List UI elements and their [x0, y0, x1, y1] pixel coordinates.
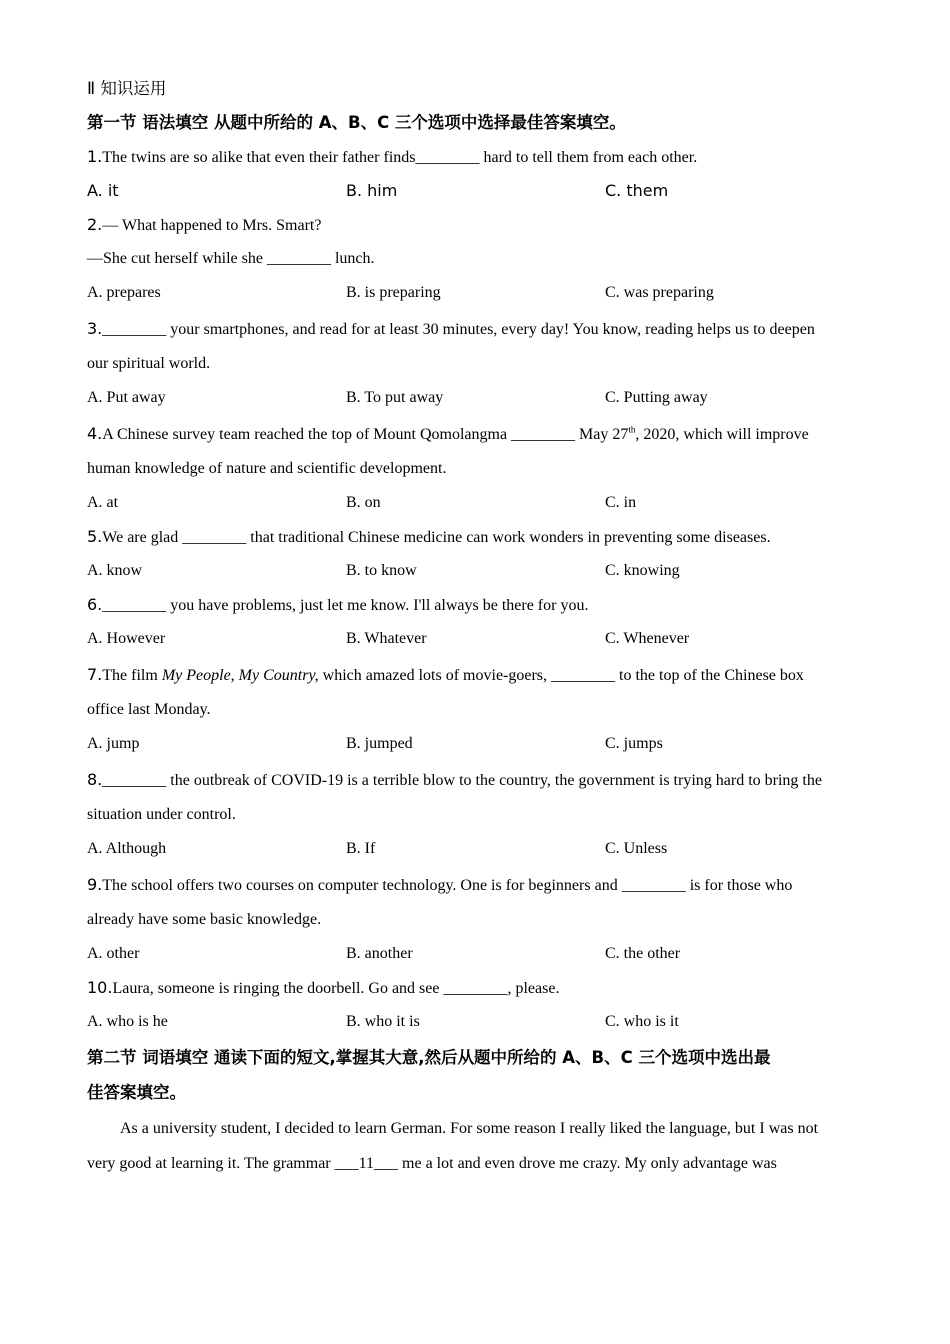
part1-title: 第一节 语法填空 从题中所给的 A、B、C 三个选项中选择最佳答案填空。	[87, 113, 626, 132]
question-2	[87, 208, 867, 242]
option-b[interactable]: B. him	[346, 181, 398, 200]
option-c[interactable]: C. in	[605, 494, 637, 511]
option-a[interactable]: A. who is he	[87, 1013, 168, 1030]
options-6	[87, 622, 867, 656]
option-a[interactable]: A. know	[87, 562, 143, 579]
question-text: ________ your smartphones, and read for at least 30 minutes, every day! You know, reading helps us to deepen	[102, 321, 815, 338]
question-4-line-2: human knowledge of nature and scientific development.	[87, 460, 447, 477]
question-2-line-2: —She cut herself while she ________ lunch.	[87, 250, 375, 267]
option-b[interactable]: B. jumped	[346, 735, 413, 752]
question-3-line-2: our spiritual world.	[87, 355, 211, 372]
options-5	[87, 554, 867, 588]
option-c[interactable]: C. who is it	[605, 1013, 679, 1030]
question-8-line-2: situation under control.	[87, 806, 236, 823]
part2-title-line-2: 佳答案填空。	[87, 1083, 186, 1102]
question-text: The film	[102, 667, 162, 684]
option-a[interactable]: A. at	[87, 494, 119, 511]
option-a[interactable]: A. However	[87, 630, 166, 647]
option-b[interactable]: B. If	[346, 840, 376, 857]
question-9-line-2: already have some basic knowledge.	[87, 911, 322, 928]
question-number: 9.	[87, 875, 103, 894]
question-number: 7.	[87, 665, 103, 684]
question-text-cont: which amazed lots of movie-goers, ________ to the top of the Chinese box	[318, 667, 804, 684]
option-b[interactable]: B. another	[346, 945, 413, 962]
passage-line-2	[87, 1147, 867, 1181]
question-number: 10.	[87, 978, 113, 997]
question-number: 2.	[87, 215, 103, 234]
blank-11[interactable]: ___11___	[334, 1155, 399, 1172]
options-1	[87, 174, 867, 208]
option-a[interactable]: A. Put away	[87, 389, 166, 406]
question-8	[87, 761, 867, 798]
question-5	[87, 520, 867, 554]
option-c[interactable]: C. Whenever	[605, 630, 690, 647]
question-6	[87, 588, 867, 622]
options-3	[87, 381, 867, 415]
question-number: 3.	[87, 319, 103, 338]
question-number: 6.	[87, 595, 103, 614]
question-text: ________ the outbreak of COVID-19 is a terrible blow to the country, the government is trying hard to bring the	[102, 772, 822, 789]
options-4	[87, 486, 867, 520]
question-7	[87, 656, 867, 693]
options-10	[87, 1005, 867, 1039]
option-c[interactable]: C. the other	[605, 945, 681, 962]
option-b[interactable]: B. who it is	[346, 1013, 420, 1030]
passage-text: very good at learning it. The grammar	[87, 1155, 335, 1172]
question-text: The twins are so alike that even their father finds________ hard to tell them from each other.	[102, 149, 698, 166]
question-3	[87, 310, 867, 347]
option-c[interactable]: C. them	[605, 181, 669, 200]
question-1	[87, 140, 867, 174]
option-c[interactable]: C. Unless	[605, 840, 668, 857]
option-b[interactable]: B. on	[346, 494, 381, 511]
option-a[interactable]: A. Although	[87, 840, 167, 857]
question-7-line-2: office last Monday.	[87, 701, 211, 718]
section-title: Ⅱ 知识运用	[87, 79, 167, 98]
option-b[interactable]: B. is preparing	[346, 284, 441, 301]
passage-line-1: As a university student, I decided to learn German. For some reason I really liked the language, but I was not	[120, 1120, 819, 1137]
question-text-cont: , 2020, which will improve	[635, 426, 809, 443]
options-8	[87, 832, 867, 866]
part2-title-line-1: 第二节 词语填空 通读下面的短文,掌握其大意,然后从题中所给的 A、B、C 三个选项中选出最	[87, 1048, 771, 1067]
question-text: Laura, someone is ringing the doorbell. Go and see ________, please.	[112, 980, 560, 997]
question-10	[87, 971, 867, 1005]
options-2	[87, 276, 867, 310]
question-number: 5.	[87, 527, 103, 546]
option-c[interactable]: C. Putting away	[605, 389, 708, 406]
options-9	[87, 937, 867, 971]
question-text: The school offers two courses on computer technology. One is for beginners and ________ is for those who	[102, 877, 793, 894]
option-a[interactable]: A. jump	[87, 735, 140, 752]
question-4	[87, 415, 867, 452]
question-text: ________ you have problems, just let me know. I'll always be there for you.	[102, 597, 589, 614]
question-number: 8.	[87, 770, 103, 789]
passage-text-cont: me a lot and even drove me crazy. My only advantage was	[398, 1155, 777, 1172]
question-text: — What happened to Mrs. Smart?	[102, 217, 322, 234]
option-a[interactable]: A. it	[87, 181, 119, 200]
option-c[interactable]: C. knowing	[605, 562, 680, 579]
film-title: My People, My Country,	[161, 667, 319, 684]
option-a[interactable]: A. other	[87, 945, 140, 962]
option-a[interactable]: A. prepares	[87, 284, 161, 301]
superscript: th	[628, 424, 636, 435]
option-c[interactable]: C. jumps	[605, 735, 663, 752]
question-number: 4.	[87, 424, 103, 443]
option-b[interactable]: B. Whatever	[346, 630, 427, 647]
document-page	[87, 72, 867, 1181]
question-text: We are glad ________ that traditional Chinese medicine can work wonders in preventing some diseases.	[102, 529, 771, 546]
option-b[interactable]: B. to know	[346, 562, 417, 579]
option-b[interactable]: B. To put away	[346, 389, 444, 406]
option-c[interactable]: C. was preparing	[605, 284, 714, 301]
question-text: A Chinese survey team reached the top of Mount Qomolangma ________ May 27	[102, 426, 629, 443]
options-7	[87, 727, 867, 761]
question-number: 1.	[87, 147, 103, 166]
question-9	[87, 866, 867, 903]
